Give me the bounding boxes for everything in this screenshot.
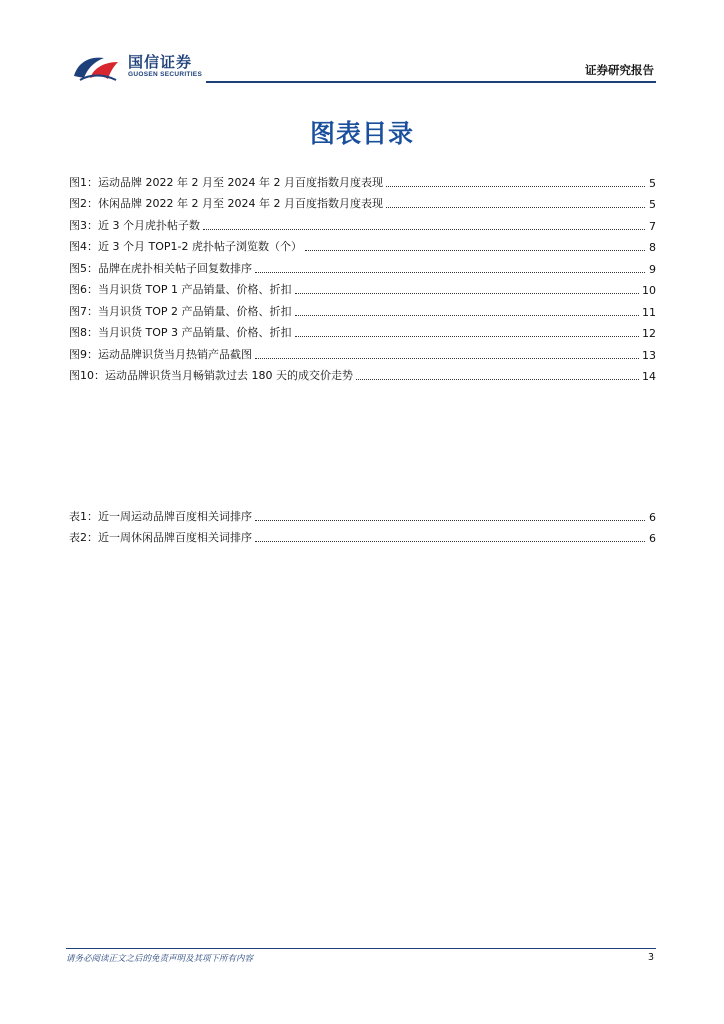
brand-name-en: GUOSEN SECURITIES <box>128 71 203 78</box>
toc-entry-text: 运动品牌识货当月畅销款过去 180 天的成交价走势 <box>105 369 353 382</box>
header-divider <box>206 81 656 83</box>
toc-entry-figure-2[interactable] <box>69 190 656 212</box>
toc-leader-dots <box>295 315 640 316</box>
toc-entry-label: 图6： <box>69 283 98 296</box>
toc-leader-dots <box>295 336 640 337</box>
toc-entry-text: 当月识货 TOP 3 产品销量、价格、折扣 <box>98 326 292 339</box>
toc-leader-dots <box>386 186 645 187</box>
toc-entry-figure-1[interactable] <box>69 168 656 190</box>
toc-entry-page: 9 <box>649 262 656 276</box>
figure-list <box>69 168 656 383</box>
toc-entry-page: 7 <box>649 219 656 233</box>
table-list <box>69 502 656 545</box>
toc-entry-text: 近 3 个月 TOP1-2 虎扑帖子浏览数（个） <box>98 240 302 253</box>
guosen-logo-icon <box>70 52 124 82</box>
toc-entry-label: 图5： <box>69 261 98 275</box>
toc-entry-label: 图2： <box>69 197 98 210</box>
toc-entry-page: 5 <box>649 176 656 190</box>
toc-entry-label: 图10： <box>69 369 105 382</box>
toc-entry-page: 6 <box>649 510 656 524</box>
toc-entry-text: 近一周运动品牌百度相关词排序 <box>98 509 252 523</box>
toc-entry-figure-6[interactable] <box>69 276 656 298</box>
guosen-logo <box>70 50 210 84</box>
toc-entry-text: 近 3 个月虎扑帖子数 <box>98 218 200 232</box>
toc-entry-label: 图1： <box>69 175 98 189</box>
toc-leader-dots <box>386 207 645 208</box>
toc-leader-dots <box>255 541 645 542</box>
toc-leader-dots <box>255 272 645 273</box>
toc-entry-figure-10[interactable] <box>69 362 656 384</box>
page-footer <box>66 948 656 964</box>
toc-entry-label: 图8： <box>69 326 98 339</box>
toc-entry-figure-3[interactable] <box>69 211 656 233</box>
toc-entry-text: 近一周休闲品牌百度相关词排序 <box>98 531 252 544</box>
report-type-label: 证券研究报告 <box>585 63 654 77</box>
footer-divider <box>66 948 656 949</box>
toc-entry-figure-4[interactable] <box>69 233 656 255</box>
disclaimer-note: 请务必阅读正文之后的免责声明及其项下所有内容 <box>66 954 254 964</box>
toc-entry-label: 图7： <box>69 304 98 318</box>
toc-entry-table-2[interactable] <box>69 524 656 546</box>
toc-leader-dots <box>255 520 645 521</box>
toc-entry-text: 运动品牌 2022 年 2 月至 2024 年 2 月百度指数月度表现 <box>98 175 383 189</box>
toc-leader-dots <box>295 293 640 294</box>
toc-entry-text: 当月识货 TOP 1 产品销量、价格、折扣 <box>98 283 292 296</box>
toc-leader-dots <box>305 250 645 251</box>
toc-entry-figure-5[interactable] <box>69 254 656 276</box>
toc-entry-label: 图9： <box>69 347 98 361</box>
toc-entry-label: 表2： <box>69 531 98 544</box>
toc-leader-dots <box>255 358 639 359</box>
toc-leader-dots <box>356 379 639 380</box>
toc-entry-figure-7[interactable] <box>69 297 656 319</box>
toc-entry-figure-8[interactable] <box>69 319 656 341</box>
toc-entry-text: 品牌在虎扑相关帖子回复数排序 <box>98 261 252 275</box>
brand-name-cn: 国信证券 <box>128 53 193 71</box>
toc-entry-figure-9[interactable] <box>69 340 656 362</box>
toc-entry-page: 5 <box>649 198 656 211</box>
toc-title: 图表目录 <box>309 119 414 148</box>
toc-entry-label: 表1： <box>69 509 98 523</box>
toc-entry-label: 图3： <box>69 218 98 232</box>
toc-entry-label: 图4： <box>69 240 98 253</box>
page-number: 3 <box>647 952 654 963</box>
toc-entry-page: 8 <box>649 241 656 254</box>
page-header <box>66 50 656 84</box>
toc-entry-text: 当月识货 TOP 2 产品销量、价格、折扣 <box>98 304 292 318</box>
toc-entry-page: 10 <box>642 284 656 297</box>
toc-entry-page: 11 <box>642 305 656 319</box>
toc-entry-table-1[interactable] <box>69 502 656 524</box>
toc-entry-page: 6 <box>649 532 656 545</box>
toc-entry-page: 14 <box>642 370 656 383</box>
toc-entry-text: 运动品牌识货当月热销产品截图 <box>98 347 252 361</box>
toc-entry-page: 12 <box>642 327 656 340</box>
toc-entry-page: 13 <box>642 348 656 362</box>
toc-entry-text: 休闲品牌 2022 年 2 月至 2024 年 2 月百度指数月度表现 <box>98 197 383 210</box>
toc-leader-dots <box>203 229 645 230</box>
